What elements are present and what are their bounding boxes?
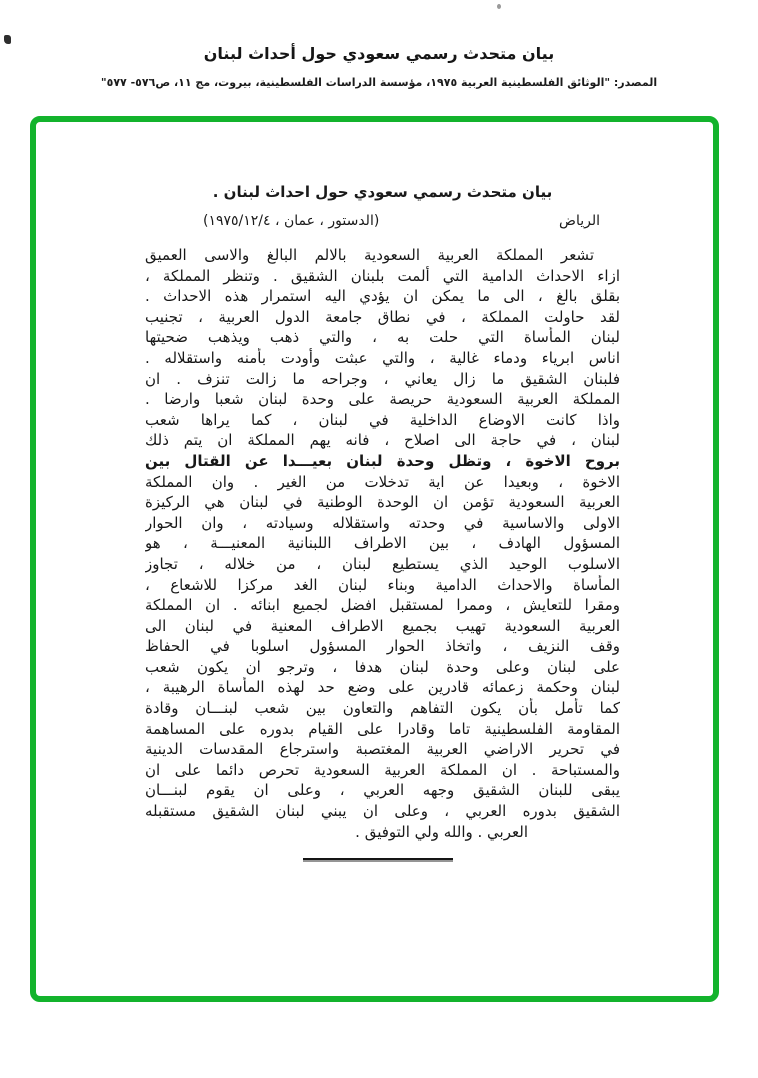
document-dateline — [145, 213, 620, 229]
document-line: لبنان ، في حاجة الى اصلاح ، فانه يهم المملكة ان يتم ذلك — [145, 431, 620, 450]
document-line: ازاء الاحداث الدامية التي ألمت بلبنان الشقيق . وتنظر المملكة ، — [145, 266, 620, 285]
document-line: لقد حاولت المملكة ، في نطاق جامعة الدول العربية ، تجنيب — [145, 307, 620, 326]
document-line: على لبنان وعلى وحدة لبنان هدفا ، وترجو ان يكون شعب — [145, 657, 620, 676]
document-line: الاولى والاساسية في وحدته واستقلاله وسيادته ، وان الحوار — [145, 513, 620, 532]
document-line: تشعر المملكة العربية السعودية بالالم البالغ والاسى العميق — [145, 246, 594, 264]
document-line: كما تأمل بأن يكون التفاهم والتعاون بين شعب لبنـــان وقادة — [145, 699, 620, 718]
document-title: بيان متحدث رسمي سعودي حول احداث لبنان . — [212, 183, 553, 201]
document-line: الاخوة ، وبعيدا عن اية تدخلات من الغير . وان المملكة — [145, 472, 620, 491]
source-citation: المصدر: "الوثائق الفلسطينية العربية ١٩٧٥، مؤسسة الدراسات الفلسطينية، بيروت، مج ١١، ص٥٧٦- ٥٧٧" — [100, 76, 658, 89]
document-line: يبقى للبنان الشقيق وجهه العربي ، وعلى ان يقوم لبنـــان — [145, 781, 620, 800]
document-line: وقف النزيف ، واتخاذ الحوار المسؤول اسلوبا في الحفاظ — [145, 637, 620, 656]
document-line: لبنان وحكمة زعمائه قادرين على وضع حد لهذه المأساة الرهيبة ، — [145, 678, 620, 697]
scan-speck — [497, 4, 501, 9]
document-body — [145, 245, 620, 842]
document-line: المأساة والاحداث الدامية وبناء لبنان الغد مركزا للاشعاع ، — [145, 575, 620, 594]
document-line: بروح الاخوة ، وتظل وحدة لبنان بعيـــدا عن القتال بين — [145, 451, 620, 470]
scan-speck — [4, 35, 11, 44]
document-line: الاسلوب الوحيد الذي يستطيع لبنان ، من خلاله ، تجاوز — [145, 554, 620, 573]
document-line: العربية السعودية تؤمن ان الوحدة الوطنية في لبنان هي الركيزة — [145, 493, 620, 512]
dateline-citation: (الدستور ، عمان ، ١٩٧٥/١٢/٤) — [203, 213, 380, 229]
document-line: بقلق بالغ ، الى ما يمكن ان يؤدي اليه استمرار هذه الاحداث . — [145, 287, 620, 306]
document-line: اناس ابرياء ودماء غالية ، والتي عبثت وأودت بأمنه واستقلاله . — [145, 348, 620, 367]
document-line: في تحرير الاراضي العربية المغتصبة واسترجاع المقدسات الدينية — [145, 740, 620, 759]
document-line: المملكة العربية السعودية حريصة على وحدة لبنان شعبا وارضا . — [145, 390, 620, 409]
page-title: بيان متحدث رسمي سعودي حول أحداث لبنان — [203, 44, 555, 63]
document-line: العربي . والله ولي التوفيق . — [355, 822, 528, 841]
end-of-document-rule — [303, 858, 453, 860]
document-line: لبنان المأساة التي حلت به ، والتي ذهب ويذهب ضحيتها — [145, 328, 620, 347]
dateline-city: الرياض — [559, 213, 600, 229]
document-line: ومقرا للتعايش ، وممرا لمستقبل افضل لجميع ابنائه . ان المملكة — [145, 596, 620, 615]
document-line: واذا كانت الاوضاع الداخلية في لبنان ، كما يراها شعب — [145, 410, 620, 429]
document-line: المسؤول الهادف ، بين الاطراف اللبنانية المعنيـــة ، هو — [145, 534, 620, 553]
document-line: والمستباحة . ان المملكة العربية السعودية تحرص دائما على ان — [145, 760, 620, 779]
document-line: فلبنان الشقيق ما زال يعاني ، وجراحه ما زالت تنزف . ان — [145, 369, 620, 388]
document-line: العربية السعودية تهيب بجميع الاطراف المعنية في لبنان الى — [145, 616, 620, 635]
document-line: الشقيق بدوره العربي ، وعلى ان يبني لبنان الشقيق مستقبله — [145, 802, 620, 821]
document-line: المقاومة الفلسطينية تاما وقادرا على القيام بدوره على المساهمة — [145, 719, 620, 738]
